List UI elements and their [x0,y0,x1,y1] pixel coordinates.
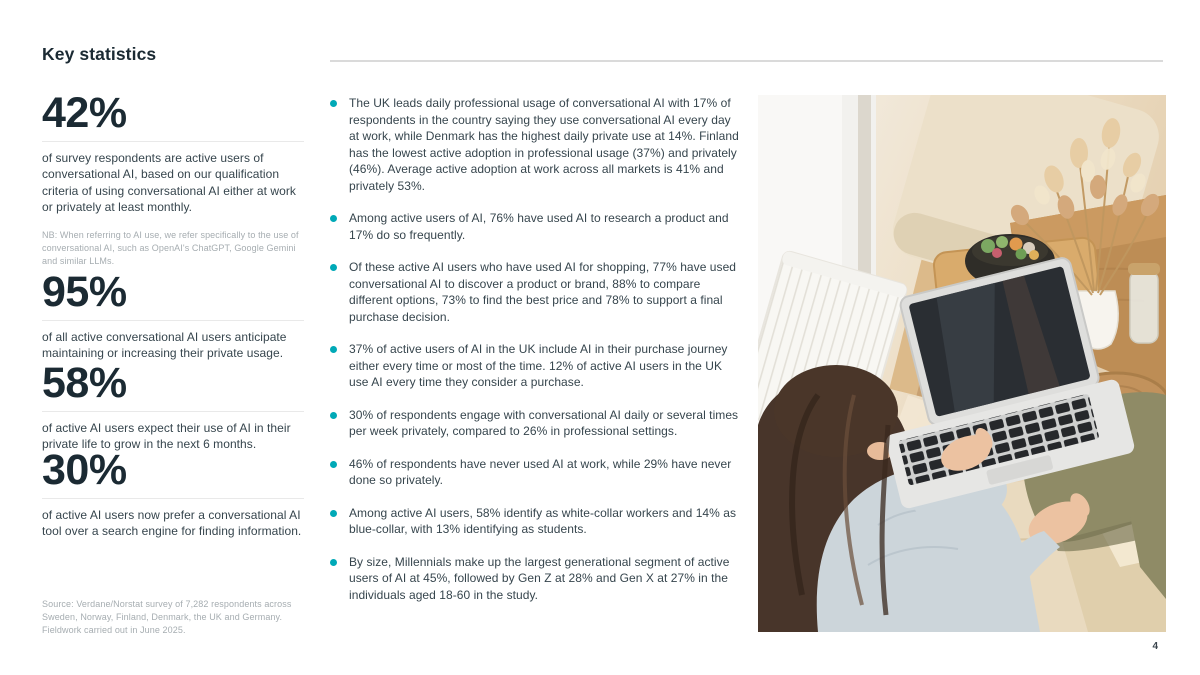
bullet-icon [330,100,337,107]
bullet-text: By size, Millennials make up the largest generational segment of active users of AI at 45%, followed by Gen Z at 28% and Gen X at 27% in the individuals aged 18-60 in the study. [349,554,730,602]
stat-footnote: NB: When referring to AI use, we refer specifically to the use of conversational AI, such as OpenAI's ChatGPT, Google Gemini and similar LLMs. [42,229,299,266]
bullet-icon [330,412,337,419]
bullet-text: 46% of respondents have never used AI at work, while 29% have never done so privately. [349,456,732,487]
bullet-icon [330,510,337,517]
bullet-icon [330,559,337,566]
list-item [330,259,742,325]
stat-block-58 [42,359,304,453]
stat-value: 30% [42,446,127,494]
stat-block-42 [42,89,304,268]
photo-woman-laptop [758,95,1166,632]
source-note: Source: Verdane/Norstat survey of 7,282 respondents across Sweden, Norway, Finland, Denmark, the UK and Germany. Fieldwork carried out in June 2025. [42,599,292,635]
bullet-text: Among active users of AI, 76% have used AI to research a product and 17% do so frequently. [349,211,729,242]
stat-description: of all active conversational AI users anticipate maintaining or increasing their private usage. [42,330,287,361]
list-item [330,407,742,440]
divider [42,320,304,321]
page-number: 4 [1152,641,1158,652]
bullet-text: Among active AI users, 58% identify as white-collar workers and 14% as blue-collar, with 13% identifying as students. [349,505,737,536]
list-item [330,554,742,604]
bullet-icon [330,215,337,222]
list-item [330,95,742,194]
bullet-text: 37% of active users of AI in the UK include AI in their purchase journey either every time or most of the time. 12% of active AI users in the UK use AI every time they consider a purchase. [349,342,728,389]
bullet-text: The UK leads daily professional usage of conversational AI with 17% of respondents in the country saying they use conversational AI every day at work, while Denmark has the highest daily private use at 14%. Finland has the lowest active adoption in professional usage (37%) and privately (46%). Average active adoption at work across all markets is 41% and privately 53%. [349,96,739,193]
bullet-icon [330,264,337,271]
stat-description: of active AI users now prefer a conversational AI tool over a search engine for finding information. [42,508,302,539]
page-title: Key statistics [42,44,157,64]
bullet-icon [330,461,337,468]
list-item [330,210,742,243]
stat-block-95 [42,268,304,362]
photo-illustration [758,95,1166,632]
stat-block-30 [42,446,304,540]
key-points-list [330,95,742,619]
stat-value: 95% [42,268,127,316]
bullet-text: 30% of respondents engage with conversational AI daily or several times per week privately, compared to 26% in professional settings. [349,407,739,438]
list-item [330,341,742,391]
list-item [330,505,742,538]
stat-value: 58% [42,359,127,407]
divider [42,498,304,499]
bullet-text: Of these active AI users who have used AI for shopping, 77% have used conversational AI to discover a product or brand, 88% to compare different options, 73% to find the best price and 78% to support a final purchase decision. [349,260,737,324]
divider [42,141,304,142]
list-item [330,456,742,489]
stat-value: 42% [42,89,127,137]
bullet-icon [330,346,337,353]
header-divider [330,60,1163,62]
divider [42,411,304,412]
stat-description: of active AI users expect their use of AI in their private life to grow in the next 6 months. [42,421,291,452]
stat-description: of survey respondents are active users of conversational AI, based on our qualification criteria of using conversational AI either at work or privately at least monthly. [42,151,296,215]
